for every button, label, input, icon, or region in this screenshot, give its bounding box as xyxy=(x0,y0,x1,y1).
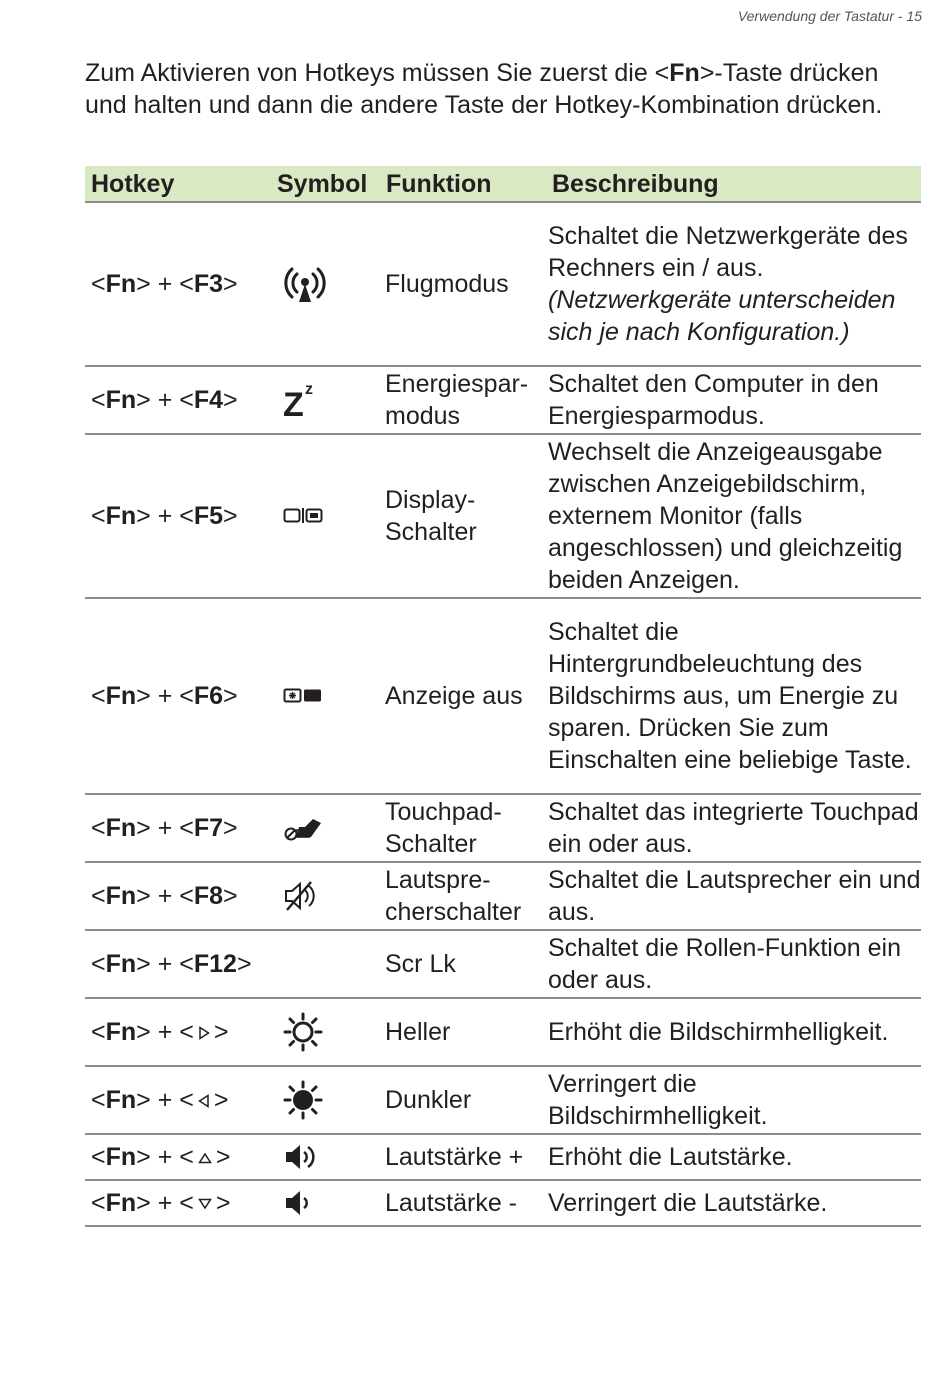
hotkey-cell: <Fn> + <F12> xyxy=(85,930,271,998)
hotkey-cell: <Fn> + <F7> xyxy=(85,794,271,862)
table-row xyxy=(85,598,921,794)
table-row xyxy=(85,862,921,930)
table-row xyxy=(85,366,921,434)
hotkey-cell: <Fn> + <F8> xyxy=(85,862,271,930)
hotkey-cell: <Fn> + < > xyxy=(85,1134,271,1180)
intro-fn-key: Fn xyxy=(669,59,700,87)
hotkey-cell: <Fn> + <F5> xyxy=(85,434,271,598)
function-cell: Flugmodus xyxy=(380,202,546,366)
speaker-mute-icon xyxy=(271,862,380,930)
table-row xyxy=(85,930,921,998)
function-cell: Display-Schalter xyxy=(380,434,546,598)
description-cell: Schaltet die Netzwerkgeräte des Rechners ein / aus. (Netzwerkgeräte unterscheiden sich je nach Konfiguration.) xyxy=(546,202,921,366)
description-cell: Schaltet die Hintergrundbeleuchtung des Bildschirms aus, um Energie zu sparen. Drücken Sie zum Einschalten eine beliebige Taste. xyxy=(546,598,921,794)
hotkey-cell: <Fn> + < > xyxy=(85,998,271,1066)
function-cell: Lautstärke + xyxy=(380,1134,546,1180)
hotkey-cell: <Fn> + <F4> xyxy=(85,366,271,434)
running-header: Verwendung der Tastatur - 15 xyxy=(737,8,922,24)
description-cell: Schaltet das integrierte Touchpad ein oder aus. xyxy=(546,794,921,862)
description-cell: Verringert die Lautstärke. xyxy=(546,1180,921,1226)
description-cell: Schaltet den Computer in den Energiesparmodus. xyxy=(546,366,921,434)
table-row xyxy=(85,998,921,1066)
touchpad-toggle-icon xyxy=(271,794,380,862)
description-cell: Erhöht die Lautstärke. xyxy=(546,1134,921,1180)
description-cell: Schaltet die Rollen-Funktion ein oder aus. xyxy=(546,930,921,998)
header-symbol: Symbol xyxy=(271,166,380,202)
description-cell: Verringert die Bildschirmhelligkeit. xyxy=(546,1066,921,1134)
svg-text:z: z xyxy=(305,381,313,398)
brightness-down-icon xyxy=(271,1066,380,1134)
function-cell: Anzeige aus xyxy=(380,598,546,794)
intro-text-1: Zum Aktivieren von Hotkeys müssen Sie zuerst die < xyxy=(85,59,670,87)
table-row xyxy=(85,1180,921,1226)
function-cell: Scr Lk xyxy=(380,930,546,998)
left-arrow-key-icon xyxy=(198,1094,210,1108)
hotkey-cell: <Fn> + <F3> xyxy=(85,202,271,366)
empty-symbol-cell xyxy=(271,930,380,998)
function-cell: Lautstärke - xyxy=(380,1180,546,1226)
display-off-icon xyxy=(271,598,380,794)
hotkey-cell: <Fn> + < > xyxy=(85,1180,271,1226)
function-cell: Energiespar-modus xyxy=(380,366,546,434)
table-header-row xyxy=(85,166,921,202)
table-row xyxy=(85,1134,921,1180)
volume-down-icon xyxy=(271,1180,380,1226)
table-row xyxy=(85,202,921,366)
description-cell: Erhöht die Bildschirmhelligkeit. xyxy=(546,998,921,1066)
hotkey-cell: <Fn> + <F6> xyxy=(85,598,271,794)
table-row xyxy=(85,794,921,862)
airplane-mode-icon xyxy=(271,202,380,366)
function-cell: Touchpad-Schalter xyxy=(380,794,546,862)
function-cell: Dunkler xyxy=(380,1066,546,1134)
description-cell: Schaltet die Lautsprecher ein und aus. xyxy=(546,862,921,930)
hotkey-cell: <Fn> + < > xyxy=(85,1066,271,1134)
right-arrow-key-icon xyxy=(198,1026,210,1040)
header-hotkey: Hotkey xyxy=(85,166,271,202)
header-beschreibung: Beschreibung xyxy=(546,166,921,202)
table-row xyxy=(85,434,921,598)
brightness-up-icon xyxy=(271,998,380,1066)
down-arrow-key-icon xyxy=(198,1198,212,1210)
sleep-icon xyxy=(271,366,380,434)
table-row xyxy=(85,1066,921,1134)
svg-text:Z: Z xyxy=(283,386,304,420)
description-cell: Wechselt die Anzeigeausgabe zwischen Anzeigebildschirm, externem Monitor (falls angeschlossen) und gleichzeitig beiden Anzeigen. xyxy=(546,434,921,598)
hotkey-table xyxy=(85,166,921,1227)
display-switch-icon xyxy=(271,434,380,598)
header-funktion: Funktion xyxy=(380,166,546,202)
function-cell: Lautspre-cherschalter xyxy=(380,862,546,930)
volume-up-icon xyxy=(271,1134,380,1180)
intro-paragraph xyxy=(85,58,885,121)
function-cell: Heller xyxy=(380,998,546,1066)
up-arrow-key-icon xyxy=(198,1152,212,1164)
intro-text-2: >-Taste drücken und halten und dann die andere Taste der Hotkey-Kombination drücken. xyxy=(85,59,883,119)
